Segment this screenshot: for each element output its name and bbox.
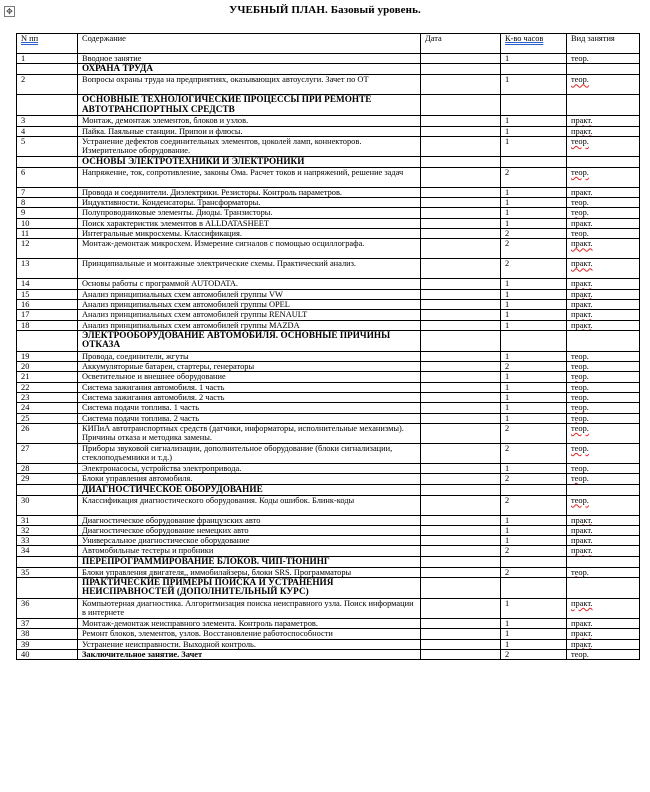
row-content: Анализ принципиальных схем автомобилей группы MAZDA (78, 320, 421, 330)
row-date (421, 567, 501, 577)
row-date (421, 372, 501, 382)
row-content: Анализ принципиальных схем автомобилей группы OPEL (78, 299, 421, 309)
row-date (421, 649, 501, 659)
section-date-cell (421, 156, 501, 167)
row-date (421, 351, 501, 361)
row-content: Анализ принципиальных схем автомобилей группы RENAULT (78, 310, 421, 320)
section-num-cell (17, 556, 78, 567)
row-hours: 1 (501, 75, 567, 95)
row-date (421, 495, 501, 515)
table-row (17, 649, 640, 659)
document-title: УЧЕБНЫЙ ПЛАН. Базовый уровень. (229, 4, 421, 16)
row-number: 10 (17, 218, 78, 228)
table-row (17, 54, 640, 64)
row-content: Система зажигания автомобиля. 1 часть (78, 382, 421, 392)
row-date (421, 198, 501, 208)
table-row (17, 351, 640, 361)
row-hours: 1 (501, 198, 567, 208)
row-hours: 2 (501, 495, 567, 515)
row-type: практ. (567, 536, 640, 546)
section-title: ОХРАНА ТРУДА (78, 64, 421, 75)
section-title: ДИАГНОСТИЧЕСКОЕ ОБОРУДОВАНИЕ (78, 484, 421, 495)
row-hours: 1 (501, 403, 567, 413)
table-row (17, 619, 640, 629)
row-number: 2 (17, 75, 78, 95)
section-title: ПРАКТИЧЕСКИЕ ПРИМЕРЫ ПОИСКА И УСТРАНЕНИЯ НЕИСПРАВНОСТЕЙ (ДОПОЛНИТЕЛЬНЫЙ КУРС) (78, 578, 421, 599)
row-date (421, 310, 501, 320)
section-type-cell (567, 484, 640, 495)
table-row (17, 639, 640, 649)
row-type: теор. (567, 649, 640, 659)
row-hours: 1 (501, 136, 567, 156)
row-content: Вводное занятие (78, 54, 421, 64)
row-content: Система подачи топлива. 1 часть (78, 403, 421, 413)
row-date (421, 413, 501, 423)
section-title: ПЕРЕПРОГРАММИРОВАНИЕ БЛОКОВ. ЧИП-ТЮНИНГ (78, 556, 421, 567)
row-content: Пайка. Паяльные станции. Припои и флюсы. (78, 126, 421, 136)
row-number: 28 (17, 463, 78, 473)
row-number: 36 (17, 599, 78, 619)
row-content: Заключительное занятие. Зачет (78, 649, 421, 659)
section-row (17, 95, 640, 116)
row-date (421, 229, 501, 239)
section-hours-cell (501, 556, 567, 567)
table-row (17, 372, 640, 382)
row-content: Монтаж-демонтаж неисправного элемента. Контроль параметров. (78, 619, 421, 629)
table-row (17, 75, 640, 95)
row-number: 21 (17, 372, 78, 382)
row-hours: 1 (501, 599, 567, 619)
table-row (17, 474, 640, 484)
row-type: практ. (567, 299, 640, 309)
row-content: Анализ принципиальных схем автомобилей группы VW (78, 289, 421, 299)
table-row (17, 320, 640, 330)
row-hours: 2 (501, 239, 567, 259)
row-number: 27 (17, 443, 78, 463)
table-row (17, 629, 640, 639)
row-date (421, 443, 501, 463)
row-date (421, 393, 501, 403)
table-row (17, 599, 640, 619)
table-row (17, 126, 640, 136)
row-type: теор. (567, 167, 640, 187)
section-hours-cell (501, 484, 567, 495)
row-date (421, 187, 501, 197)
row-hours: 1 (501, 320, 567, 330)
row-date (421, 279, 501, 289)
row-number: 29 (17, 474, 78, 484)
table-row (17, 546, 640, 556)
table-row (17, 299, 640, 309)
row-number: 13 (17, 259, 78, 279)
row-hours: 1 (501, 372, 567, 382)
row-type: практ. (567, 259, 640, 279)
section-num-cell (17, 578, 78, 599)
row-type: теор. (567, 208, 640, 218)
table-row (17, 463, 640, 473)
row-number: 9 (17, 208, 78, 218)
row-type: теор. (567, 75, 640, 95)
row-hours: 1 (501, 187, 567, 197)
row-content: Интегральные микросхемы. Классификация. (78, 229, 421, 239)
row-type: теор. (567, 351, 640, 361)
row-hours: 1 (501, 536, 567, 546)
row-type: практ. (567, 619, 640, 629)
table-row (17, 198, 640, 208)
section-type-cell (567, 330, 640, 351)
row-hours: 1 (501, 116, 567, 126)
table-row (17, 289, 640, 299)
table-row (17, 167, 640, 187)
row-hours: 1 (501, 208, 567, 218)
table-row (17, 413, 640, 423)
section-hours-cell (501, 330, 567, 351)
row-type: практ. (567, 515, 640, 525)
section-num-cell (17, 484, 78, 495)
row-content: Электронасосы, устройства электропривода. (78, 463, 421, 473)
row-number: 33 (17, 536, 78, 546)
row-date (421, 629, 501, 639)
row-number: 31 (17, 515, 78, 525)
row-content: Система подачи топлива. 2 часть (78, 413, 421, 423)
row-number: 3 (17, 116, 78, 126)
row-date (421, 536, 501, 546)
row-hours: 1 (501, 279, 567, 289)
row-content: Принципиальные и монтажные электрические схемы. Практический анализ. (78, 259, 421, 279)
row-hours: 1 (501, 525, 567, 535)
row-date (421, 167, 501, 187)
row-number: 11 (17, 229, 78, 239)
row-date (421, 259, 501, 279)
row-type: практ. (567, 126, 640, 136)
row-type: теор. (567, 54, 640, 64)
row-content: Аккумуляторные батареи, стартеры, генераторы (78, 362, 421, 372)
section-title: ОСНОВЫ ЭЛЕКТРОТЕХНИКИ И ЭЛЕКТРОНИКИ (78, 156, 421, 167)
row-type: теор. (567, 423, 640, 443)
row-content: Классификация диагностического оборудования. Коды ошибок. Блинк-коды (78, 495, 421, 515)
row-type: теор. (567, 136, 640, 156)
row-content: Универсальное диагностическое оборудование (78, 536, 421, 546)
row-content: Приборы звуковой сигнализации, дополнительное оборудование (блоки сигнализации, стеклоподъемники и т.д.) (78, 443, 421, 463)
row-date (421, 54, 501, 64)
row-date (421, 515, 501, 525)
row-number: 38 (17, 629, 78, 639)
row-type: теор. (567, 229, 640, 239)
table-row (17, 525, 640, 535)
header-date: Дата (421, 34, 501, 54)
table-row (17, 310, 640, 320)
row-type: практ. (567, 289, 640, 299)
row-hours: 1 (501, 629, 567, 639)
row-number: 40 (17, 649, 78, 659)
row-type: теор. (567, 362, 640, 372)
table-row (17, 393, 640, 403)
header-type: Вид занятия (567, 34, 640, 54)
table-row (17, 536, 640, 546)
row-hours: 1 (501, 54, 567, 64)
section-type-cell (567, 64, 640, 75)
row-number: 26 (17, 423, 78, 443)
row-number: 5 (17, 136, 78, 156)
row-number: 14 (17, 279, 78, 289)
row-date (421, 546, 501, 556)
row-content: Напряжение, ток, сопротивление, законы Ома. Расчет токов и напряжений, решение задач (78, 167, 421, 187)
row-type: теор. (567, 495, 640, 515)
section-row (17, 484, 640, 495)
row-hours: 2 (501, 567, 567, 577)
row-hours: 1 (501, 382, 567, 392)
table-row (17, 515, 640, 525)
section-date-cell (421, 578, 501, 599)
row-hours: 2 (501, 474, 567, 484)
row-date (421, 619, 501, 629)
header-num: N пп (17, 34, 78, 54)
row-hours: 1 (501, 126, 567, 136)
row-type: практ. (567, 599, 640, 619)
row-hours: 1 (501, 463, 567, 473)
row-hours: 1 (501, 351, 567, 361)
section-type-cell (567, 578, 640, 599)
row-hours: 1 (501, 619, 567, 629)
row-type: практ. (567, 629, 640, 639)
row-type: теор. (567, 567, 640, 577)
row-hours: 2 (501, 649, 567, 659)
row-content: Монтаж-демонтаж микросхем. Измерение сигналов с помощью осциллографа. (78, 239, 421, 259)
row-date (421, 382, 501, 392)
row-hours: 2 (501, 259, 567, 279)
section-date-cell (421, 484, 501, 495)
row-date (421, 474, 501, 484)
row-date (421, 299, 501, 309)
row-date (421, 75, 501, 95)
row-type: теор. (567, 198, 640, 208)
row-number: 18 (17, 320, 78, 330)
row-number: 17 (17, 310, 78, 320)
row-date (421, 403, 501, 413)
row-content: Система зажигания автомобиля. 2 часть (78, 393, 421, 403)
section-num-cell (17, 156, 78, 167)
section-hours-cell (501, 64, 567, 75)
header-content: Содержание (78, 34, 421, 54)
table-row (17, 136, 640, 156)
row-content: Провода, соединители, жгуты (78, 351, 421, 361)
row-number: 35 (17, 567, 78, 577)
row-type: практ. (567, 320, 640, 330)
row-content: Автомобильные тестеры и пробники (78, 546, 421, 556)
section-row (17, 578, 640, 599)
row-number: 24 (17, 403, 78, 413)
section-hours-cell (501, 578, 567, 599)
row-hours: 2 (501, 443, 567, 463)
row-hours: 1 (501, 393, 567, 403)
row-content: Поиск характеристик элементов в ALLDATASHEET (78, 218, 421, 228)
row-content: Устранение неисправности. Выходной контроль. (78, 639, 421, 649)
row-type: практ. (567, 279, 640, 289)
row-date (421, 218, 501, 228)
table-row (17, 567, 640, 577)
row-hours: 1 (501, 639, 567, 649)
row-hours: 2 (501, 167, 567, 187)
row-type: практ. (567, 310, 640, 320)
row-date (421, 289, 501, 299)
row-number: 7 (17, 187, 78, 197)
row-hours: 2 (501, 546, 567, 556)
row-type: теор. (567, 372, 640, 382)
row-number: 19 (17, 351, 78, 361)
row-number: 1 (17, 54, 78, 64)
row-content: Полупроводниковые элементы. Диоды. Транзисторы. (78, 208, 421, 218)
row-date (421, 599, 501, 619)
row-date (421, 320, 501, 330)
row-number: 8 (17, 198, 78, 208)
row-type: практ. (567, 218, 640, 228)
section-date-cell (421, 556, 501, 567)
row-type: теор. (567, 382, 640, 392)
row-type: теор. (567, 463, 640, 473)
table-row (17, 239, 640, 259)
row-type: практ. (567, 546, 640, 556)
row-content: КИПиА автотранспортных средств (датчики, информаторы, исполнительные механизмы). Причины отказа и методика замены. (78, 423, 421, 443)
row-type: теор. (567, 403, 640, 413)
section-type-cell (567, 556, 640, 567)
row-number: 20 (17, 362, 78, 372)
row-number: 37 (17, 619, 78, 629)
section-num-cell (17, 64, 78, 75)
row-date (421, 463, 501, 473)
row-date (421, 116, 501, 126)
section-date-cell (421, 64, 501, 75)
table-row (17, 208, 640, 218)
row-number: 6 (17, 167, 78, 187)
row-type: практ. (567, 239, 640, 259)
row-hours: 1 (501, 515, 567, 525)
row-type: теор. (567, 474, 640, 484)
row-type: практ. (567, 525, 640, 535)
row-date (421, 362, 501, 372)
section-row (17, 64, 640, 75)
row-content: Осветительное и внешнее оборудование (78, 372, 421, 382)
row-content: Провода и соединители. Диэлектрики. Резисторы. Контроль параметров. (78, 187, 421, 197)
row-hours: 2 (501, 362, 567, 372)
row-hours: 1 (501, 299, 567, 309)
table-row (17, 382, 640, 392)
row-date (421, 126, 501, 136)
row-number: 12 (17, 239, 78, 259)
table-header-row (17, 34, 640, 54)
section-type-cell (567, 95, 640, 116)
row-content: Диагностическое оборудование немецких авто (78, 525, 421, 535)
row-number: 16 (17, 299, 78, 309)
table-row (17, 423, 640, 443)
section-row (17, 330, 640, 351)
row-content: Диагностическое оборудование французских авто (78, 515, 421, 525)
table-row (17, 218, 640, 228)
row-date (421, 239, 501, 259)
section-hours-cell (501, 95, 567, 116)
table-body (17, 54, 640, 660)
section-date-cell (421, 95, 501, 116)
row-number: 32 (17, 525, 78, 535)
row-content: Компьютерная диагностика. Алгоритмизация поиска неисправного узла. Поиск информации в интернете (78, 599, 421, 619)
row-type: теор. (567, 413, 640, 423)
row-hours: 1 (501, 413, 567, 423)
row-type: теор. (567, 443, 640, 463)
row-date (421, 423, 501, 443)
section-title: ОСНОВНЫЕ ТЕХНОЛОГИЧЕСКИЕ ПРОЦЕССЫ ПРИ РЕМОНТЕ АВТОТРАНСПОРТНЫХ СРЕДСТВ (78, 95, 421, 116)
row-content: Блоки управления автомобиля. (78, 474, 421, 484)
row-content: Индуктивности. Конденсаторы. Трансформаторы. (78, 198, 421, 208)
table-row (17, 259, 640, 279)
table-row (17, 362, 640, 372)
row-date (421, 136, 501, 156)
section-date-cell (421, 330, 501, 351)
row-number: 23 (17, 393, 78, 403)
row-hours: 1 (501, 218, 567, 228)
section-num-cell (17, 330, 78, 351)
row-date (421, 208, 501, 218)
curriculum-table (16, 33, 640, 660)
row-date (421, 525, 501, 535)
table-row (17, 279, 640, 289)
row-number: 25 (17, 413, 78, 423)
row-number: 30 (17, 495, 78, 515)
row-content: Основы работы с программой AUTODATA. (78, 279, 421, 289)
table-row (17, 443, 640, 463)
section-num-cell (17, 95, 78, 116)
section-row (17, 556, 640, 567)
row-type: теор. (567, 393, 640, 403)
table-move-handle-icon[interactable]: ✥ (4, 6, 15, 17)
row-content: Блоки управления двигателя,, иммобилайзеры, блоки SRS. Программаторы (78, 567, 421, 577)
row-hours: 2 (501, 229, 567, 239)
table-row (17, 116, 640, 126)
row-date (421, 639, 501, 649)
row-hours: 1 (501, 289, 567, 299)
row-number: 4 (17, 126, 78, 136)
row-number: 15 (17, 289, 78, 299)
row-type: практ. (567, 116, 640, 126)
table-row (17, 187, 640, 197)
row-content: Устранение дефектов соединительных элементов, цоколей ламп, коннекторов. Измерительное оборудование. (78, 136, 421, 156)
row-type: практ. (567, 187, 640, 197)
row-hours: 2 (501, 423, 567, 443)
row-number: 39 (17, 639, 78, 649)
section-row (17, 156, 640, 167)
table-row (17, 229, 640, 239)
row-content: Ремонт блоков, элементов, узлов. Восстановление работоспособности (78, 629, 421, 639)
table-row (17, 403, 640, 413)
section-type-cell (567, 156, 640, 167)
header-hours: К-во часов (501, 34, 567, 54)
section-hours-cell (501, 156, 567, 167)
table-row (17, 495, 640, 515)
section-title: ЭЛЕКТРООБОРУДОВАНИЕ АВТОМОБИЛЯ. ОСНОВНЫЕ ПРИЧИНЫ ОТКАЗА (78, 330, 421, 351)
row-type: практ. (567, 639, 640, 649)
row-number: 22 (17, 382, 78, 392)
row-hours: 1 (501, 310, 567, 320)
row-content: Вопросы охраны труда на предприятиях, оказывающих автоуслуги. Зачет по ОТ (78, 75, 421, 95)
row-content: Монтаж, демонтаж элементов, блоков и узлов. (78, 116, 421, 126)
row-number: 34 (17, 546, 78, 556)
